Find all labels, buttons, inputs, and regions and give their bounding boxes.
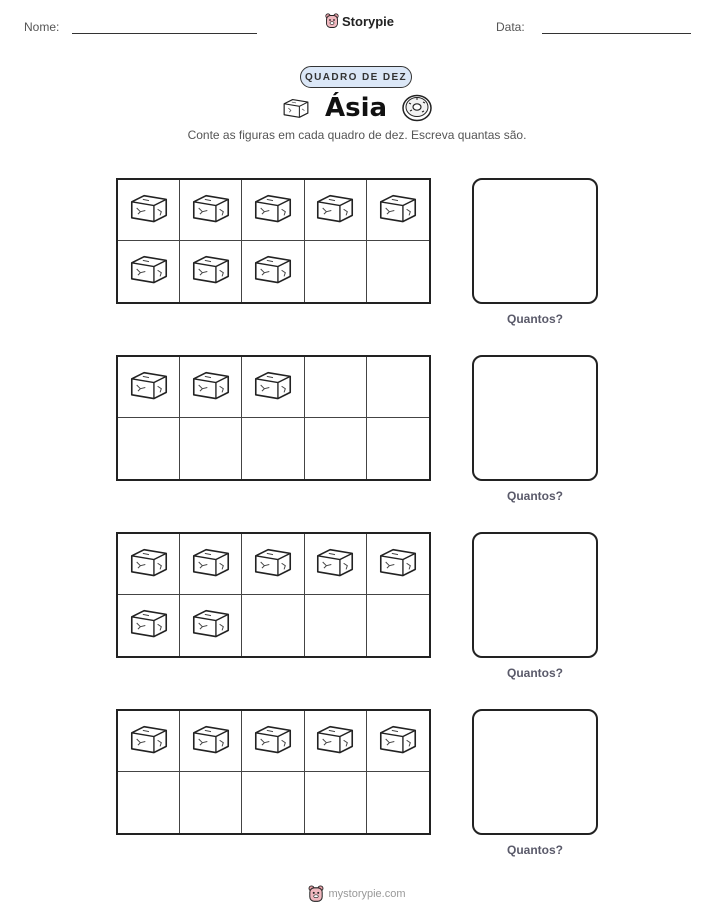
brand-name: Storypie <box>342 13 395 29</box>
frame-cell <box>180 180 242 241</box>
stone-block-icon <box>190 253 232 290</box>
answer-label-2: Quantos? <box>507 489 563 503</box>
stone-block-icon <box>190 607 232 644</box>
frame-cell <box>242 534 304 595</box>
frame-cell <box>118 180 180 241</box>
date-line[interactable] <box>542 33 691 34</box>
frame-cell <box>242 180 304 241</box>
stone-block-icon <box>128 723 170 760</box>
stone-block-icon <box>252 723 294 760</box>
frame-cell <box>367 180 429 241</box>
frame-cell <box>367 534 429 595</box>
frame-cell <box>242 418 304 479</box>
stone-block-icon <box>314 723 356 760</box>
frame-cell <box>118 418 180 479</box>
frame-cell <box>367 241 429 302</box>
stone-block-icon <box>314 546 356 583</box>
frame-cell <box>242 357 304 418</box>
frame-cell <box>180 711 242 772</box>
frame-cell <box>305 180 367 241</box>
page-title: Ásia <box>324 93 388 123</box>
stone-block-icon <box>190 546 232 583</box>
stone-block-icon <box>377 546 419 583</box>
name-line[interactable] <box>72 33 257 34</box>
stone-block-icon <box>128 369 170 406</box>
stone-block-icon <box>252 546 294 583</box>
brand-logo <box>325 13 394 29</box>
stone-block-icon <box>128 546 170 583</box>
footer-url: mystorypie.com <box>328 888 406 900</box>
frame-cell <box>118 711 180 772</box>
frame-cell <box>305 418 367 479</box>
answer-label-4: Quantos? <box>507 843 563 857</box>
stone-block-icon <box>190 369 232 406</box>
frame-cell <box>180 595 242 656</box>
frame-cell <box>242 711 304 772</box>
ten-frame-4 <box>116 709 431 835</box>
stone-block-icon <box>377 723 419 760</box>
frame-cell <box>367 711 429 772</box>
frame-cell <box>118 534 180 595</box>
donut-icon <box>401 93 433 123</box>
frame-cell <box>180 357 242 418</box>
frame-cell <box>118 241 180 302</box>
frame-cell <box>180 241 242 302</box>
answer-box-4[interactable] <box>472 709 598 835</box>
stone-block-icon <box>190 192 232 229</box>
frame-cell <box>242 241 304 302</box>
bear-mascot-icon <box>325 13 339 29</box>
stone-block-icon <box>128 192 170 229</box>
frame-cell <box>367 357 429 418</box>
answer-box-1[interactable] <box>472 178 598 304</box>
frame-cell <box>367 418 429 479</box>
frame-cell <box>305 534 367 595</box>
stone-block-icon <box>128 253 170 290</box>
frame-cell <box>180 418 242 479</box>
frame-cell <box>242 595 304 656</box>
stone-block-icon <box>377 192 419 229</box>
stone-block-icon <box>281 97 311 119</box>
frame-cell <box>180 772 242 833</box>
frame-cell <box>367 595 429 656</box>
ten-frame-3 <box>116 532 431 658</box>
answer-box-3[interactable] <box>472 532 598 658</box>
frame-cell <box>118 595 180 656</box>
worksheet-type-badge: QUADRO DE DEZ <box>300 66 412 88</box>
stone-block-icon <box>252 192 294 229</box>
frame-cell <box>305 357 367 418</box>
stone-block-icon <box>252 369 294 406</box>
date-label: Data: <box>496 20 525 34</box>
ten-frame-1 <box>116 178 431 304</box>
frame-cell <box>180 534 242 595</box>
stone-block-icon <box>128 607 170 644</box>
ten-frame-2 <box>116 355 431 481</box>
stone-block-icon <box>190 723 232 760</box>
instructions: Conte as figuras em cada quadro de dez. Escreva quantas são. <box>187 128 527 142</box>
answer-label-1: Quantos? <box>507 312 563 326</box>
footer <box>0 885 714 903</box>
name-label: Nome: <box>24 20 60 34</box>
bear-mascot-icon <box>308 885 324 903</box>
frame-cell <box>242 772 304 833</box>
title-row <box>0 90 714 126</box>
frame-cell <box>118 357 180 418</box>
frame-cell <box>305 772 367 833</box>
answer-box-2[interactable] <box>472 355 598 481</box>
frame-cell <box>118 772 180 833</box>
stone-block-icon <box>314 192 356 229</box>
frame-cell <box>367 772 429 833</box>
frame-cell <box>305 711 367 772</box>
stone-block-icon <box>252 253 294 290</box>
frame-cell <box>305 595 367 656</box>
frame-cell <box>305 241 367 302</box>
answer-label-3: Quantos? <box>507 666 563 680</box>
